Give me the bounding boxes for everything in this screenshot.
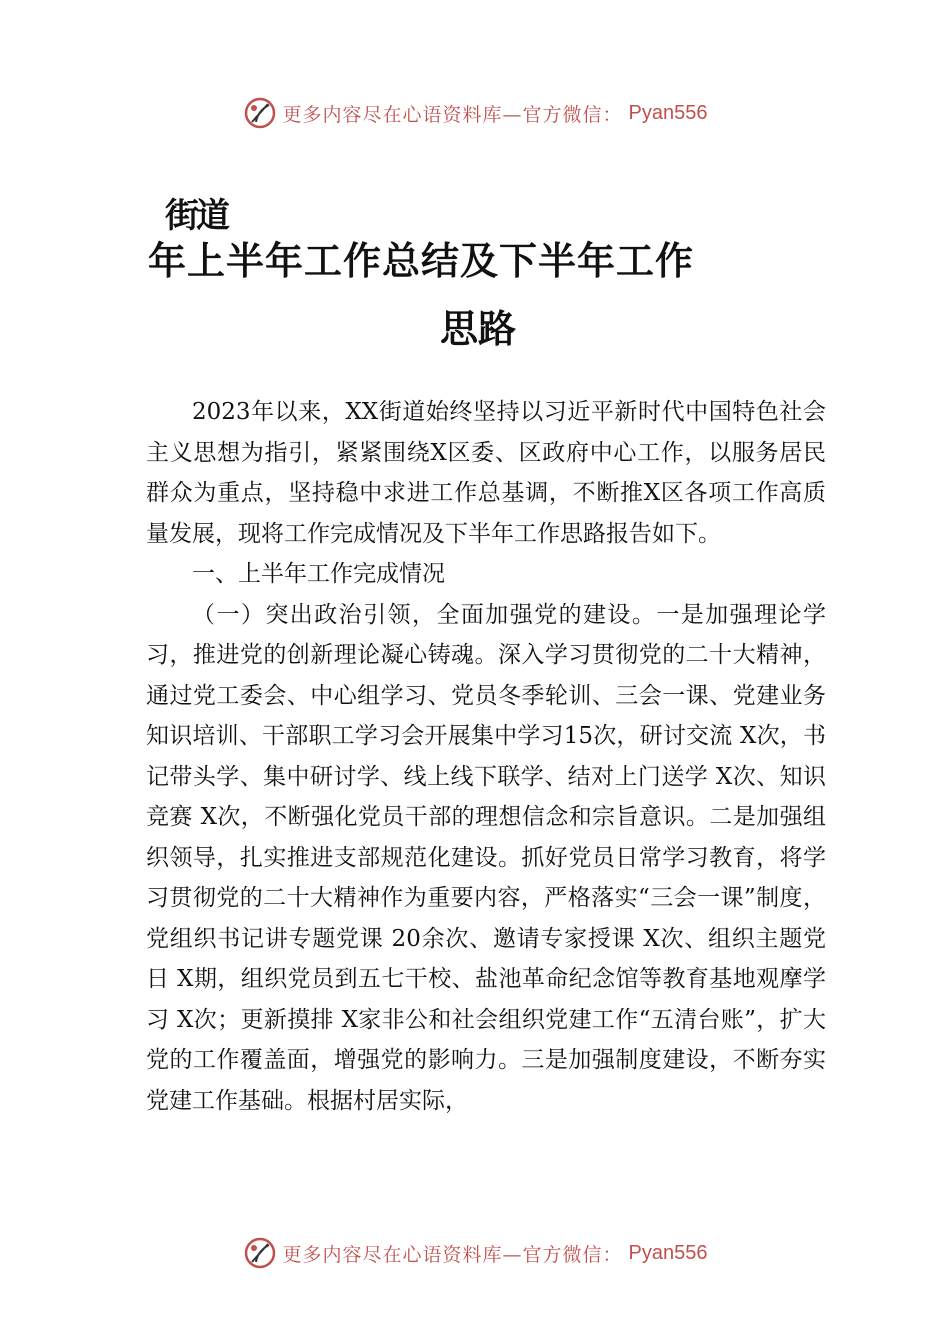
quill-logo-icon <box>243 1236 277 1270</box>
title-line-2: 年上半年工作总结及下半年工作 <box>148 238 695 283</box>
section-heading: 一、上半年工作完成情况 <box>192 561 445 587</box>
watermark-text: 更多内容尽在心语资料库—官方微信： <box>282 103 623 126</box>
section-paragraph: （一）突出政治引领，全面加强党的建设。一是加强理论学习，推进党的创新理论凝心铸魂。深入学习贯彻党的二十大精神，通过党工委会、中心组学习、党员冬季轮训、三会一课、党建业务知识培训、干部职工学习会开展集中学习15次，研讨交流 X次，书记带头学、集中研讨学、线上线下联学、结对上门送学 X次、知识竞赛 X次，不断强化党员干部的理想信念和宗旨意识。二是加强组织领导，扎实推进支部规范化建设。抓好党员日常学习教育，将学习贯彻党的二十大精神作为重要内容，严格落实“三会一课”制度，党组织书记讲专题党课 20余次、邀请专家授课 X次、组织主题党日 X期，组织党员到五七干校、盐池革命纪念馆等教育基地观摩学习 X次；更新摸排 X家非公和社会组织党建工作“五清台账”，扩大党的工作覆盖面，增强党的影响力。三是加强制度建设，不断夯实党建工作基础。根据村居实际， <box>146 601 826 1114</box>
document-body <box>146 392 826 1121</box>
title-line-1: 街道 <box>165 196 227 236</box>
watermark-text: 更多内容尽在心语资料库—官方微信： <box>282 1243 623 1266</box>
quill-logo-icon <box>243 96 277 130</box>
watermark-wechat-id: Pyan556 <box>628 1241 708 1264</box>
title-line-3: 思路 <box>440 306 517 351</box>
watermark-header <box>0 96 950 130</box>
intro-paragraph: 2023年以来，XX街道始终坚持以习近平新时代中国特色社会主义思想为指引，紧紧围绕X区委、区政府中心工作，以服务居民群众为重点，坚持稳中求进工作总基调，不断推X区各项工作高质量发展，现将工作完成情况及下半年工作思路报告如下。 <box>146 399 826 547</box>
watermark-footer <box>0 1236 950 1270</box>
watermark-wechat-id: Pyan556 <box>628 101 708 124</box>
